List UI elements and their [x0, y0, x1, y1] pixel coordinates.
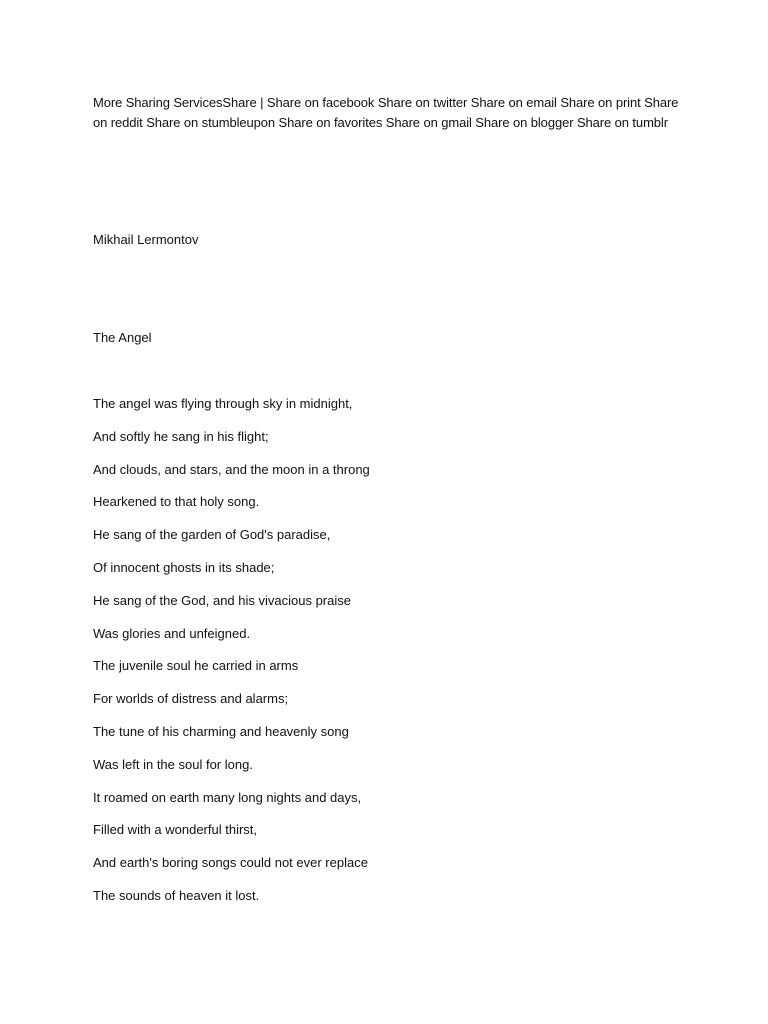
poem-line: And earth's boring songs could not ever replace: [93, 855, 368, 871]
poem-line: The sounds of heaven it lost.: [93, 887, 260, 903]
author-name: Mikhail Lermontov: [93, 232, 199, 247]
poem-line: Was left in the soul for long.: [93, 756, 253, 772]
poem-line: For worlds of distress and alarms;: [93, 691, 289, 707]
poem-line: Filled with a wonderful thirst,: [93, 822, 258, 838]
poem-line: The juvenile soul he carried in arms: [93, 658, 299, 674]
poem-line: And softly he sang in his flight;: [93, 428, 269, 444]
poem-line: The tune of his charming and heavenly song: [93, 723, 349, 739]
poem-line: The angel was flying through sky in midnight,: [93, 396, 353, 411]
poem-line: It roamed on earth many long nights and days,: [93, 789, 362, 805]
poem-body: [93, 395, 370, 920]
poem-line: And clouds, and stars, and the moon in a throng: [93, 461, 370, 477]
share-links-bar: [93, 93, 683, 133]
poem-line: He sang of the garden of God's paradise,: [93, 527, 331, 543]
poem-line: He sang of the God, and his vivacious praise: [93, 592, 351, 608]
poem-line: Of innocent ghosts in its shade;: [93, 559, 275, 575]
poem-line: Was glories and unfeigned.: [93, 625, 251, 641]
poem-title: The Angel: [93, 330, 152, 345]
share-links-text: More Sharing ServicesShare | Share on facebook Share on twitter Share on email Share on print Share on reddit Share on stumbleupon Share on favorites Share on gmail Share on blogger Share on tumblr: [93, 95, 679, 130]
poem-line: Hearkened to that holy song.: [93, 494, 260, 510]
